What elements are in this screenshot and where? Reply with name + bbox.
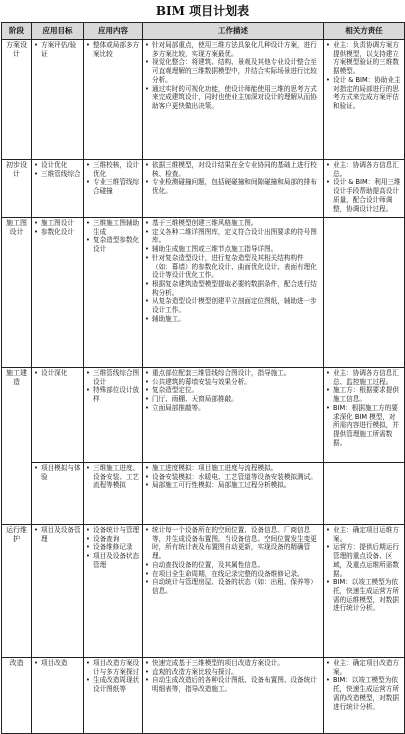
duty-item: • 施工方：根据要求提供施工信息。	[326, 386, 402, 403]
content-item: • 特殊部位设计放样	[86, 386, 140, 403]
content-cell	[84, 40, 143, 160]
duty-cell	[324, 218, 405, 368]
description-item: • 自动生成改造后的各种设计图纸、设备布置图、设备统计明细表等，指导改造施工。	[145, 676, 321, 693]
duty-item: • 运营方：提供后期运行管理的重点设备、区域，及重点运维所需数据。	[326, 543, 402, 578]
duty-cell	[324, 463, 405, 525]
duty-item: • 业主：协调各方信息汇总、监控施工过程。	[326, 369, 402, 386]
goal-cell	[32, 368, 84, 463]
stage-cell: 施工图设计	[2, 218, 32, 368]
content-item: • 设备统计与管理	[86, 526, 140, 535]
duty-item: • 设计 & BIM：利用三维设计手段帮助提高设计质量，配合设计师调整，协调设计过程。	[326, 178, 402, 213]
content-item: • 复杂造型参数化设计	[86, 236, 140, 253]
description-cell	[143, 368, 324, 463]
content-item: • 项目改造方案设计与多方案探讨	[86, 659, 140, 676]
duty-item: • BIM：根据施工方的要求深化 BIM 模型，对所需内容进行模拟，并提供管理施工所需数据。	[326, 404, 402, 448]
description-item: • 复杂造型定位。	[145, 386, 321, 395]
content-item: • 整体或局部多方案比较	[86, 41, 140, 58]
description-item: • 针对复杂造型设计，进行复杂造型及其相关结构构件（如：幕墙）的参数化设计、曲面优化设计、表面有理化设计等设计优化工作。	[145, 254, 321, 280]
description-item: • 直观的改造方案比较与探讨。	[145, 668, 321, 677]
goal-item: • 设计深化	[34, 369, 81, 378]
description-item: • 针对局部重点，使用三维方法具象化几种设计方案，进行多方案比较，实现方案最优。	[145, 41, 321, 58]
duty-cell	[324, 40, 405, 160]
description-item: • 门厅、雨棚、天窗局部推敲。	[145, 395, 321, 404]
header-row	[2, 23, 405, 40]
duty-cell	[324, 525, 405, 658]
table-row	[2, 218, 405, 368]
content-item: • 专业三维管线综合碰撞	[86, 178, 140, 195]
goal-item: • 三维管线综合	[34, 170, 81, 179]
stage-cell: 改造	[2, 658, 32, 734]
goal-item: • 参数化设计	[34, 228, 81, 237]
goal-cell	[32, 40, 84, 160]
goal-cell	[32, 218, 84, 368]
duty-cell	[324, 160, 405, 218]
content-item: • 三维施工进度、设备安装、工艺流程等模拟	[86, 464, 140, 490]
stage-cell: 运行维护	[2, 525, 32, 658]
content-item: • 项目及设备状态管理	[86, 552, 140, 569]
description-cell	[143, 463, 324, 525]
header-stage: 阶段	[2, 23, 32, 40]
header-content: 应用内容	[84, 23, 143, 40]
content-item: • 三维管线综合图设计	[86, 369, 140, 386]
table-row	[2, 160, 405, 218]
goal-item: • 设计优化	[34, 161, 81, 170]
header-duty: 相关方责任	[324, 23, 405, 40]
duty-item: • 业主：协调各方信息汇总。	[326, 161, 402, 178]
description-item: • 重点部位配套三维管线综合图设计，指导施工。	[145, 369, 321, 378]
table-row	[2, 463, 405, 525]
goal-item: • 方案评估/验证	[34, 41, 81, 58]
description-item: • 公共建筑的幕墙安装与效果分析。	[145, 378, 321, 387]
content-cell	[84, 368, 143, 463]
duty-item: • BIM：以竣工模型为依托，快速生成运营方所需的运维模型，对数据进行统计分析。	[326, 578, 402, 613]
content-cell	[84, 658, 143, 734]
description-cell	[143, 525, 324, 658]
description-item: • 从复杂造型设计模型创建平立剖面定位图纸，辅助进一步设计工作。	[145, 297, 321, 314]
table-body	[2, 40, 405, 734]
description-item: • 局部施工可行性模拟：局部施工过程分析模拟。	[145, 481, 321, 490]
content-cell	[84, 525, 143, 658]
content-cell	[84, 160, 143, 218]
description-item: • 辅助施工。	[145, 315, 321, 324]
goal-item: • 施工图设计	[34, 219, 81, 228]
content-cell	[84, 218, 143, 368]
description-item: • 自动统计与管理房屋、设备的状态（如：出租、保养等）信息。	[145, 578, 321, 595]
duty-item: • 设计 & BIM：协助业主对指定的局部进行的思考方式来完成方案评估和验证。	[326, 76, 402, 111]
description-item: • 通过实时的可视化功能，使设计师能使用三维的思考方式来完成建筑设计，同时也使业主加深对设计的理解从而协助客户更快做出决策。	[145, 85, 321, 111]
description-item: • 依据三维模型，对设计结果在全专业协同的基础上进行校核、检查。	[145, 161, 321, 178]
description-item: • 根据复杂建筑造型模型提取必要的数据条件，配合进行结构分析。	[145, 280, 321, 297]
stage-cell: 初步设计	[2, 160, 32, 218]
table-row	[2, 40, 405, 160]
description-cell	[143, 218, 324, 368]
description-cell	[143, 658, 324, 734]
content-item: • 三维校核，设计优化	[86, 161, 140, 178]
content-item: • 三维施工图辅助生成	[86, 219, 140, 236]
bim-plan-table	[1, 22, 405, 734]
description-item: • 辅助生成施工图或三维节点施工指导详图。	[145, 245, 321, 254]
content-item: • 设备维修记录	[86, 543, 140, 552]
content-item: • 设备查询	[86, 535, 140, 544]
description-item: • 快速完成基于三维模型的项目改造方案设计。	[145, 659, 321, 668]
goal-cell	[32, 160, 84, 218]
description-item: • 在项目全生命周期，在线记录完整的设备维修记录。	[145, 570, 321, 579]
content-item: • 生成改造周现状设计图纸等	[86, 676, 140, 693]
goal-cell	[32, 525, 84, 658]
table-title: BIM 项目计划表	[155, 4, 250, 18]
duty-item: • 业主：确定项目改造方案。	[326, 659, 402, 676]
description-item: • 设备安装模拟：水暖电、工艺管道等设备安装模拟测试。	[145, 473, 321, 482]
duty-cell	[324, 368, 405, 463]
description-cell	[143, 40, 324, 160]
description-item: • 施工进度模拟：项目施工进度与流程模拟。	[145, 464, 321, 473]
duty-item: • 业主：确定项目运维方案。	[326, 526, 402, 543]
stage-cell: 方案设计	[2, 40, 32, 160]
description-item: • 视觉化整合：将建筑、结构、景观及其他专业设计整合至可直观理解的三维数据模型中，并结合实际场景进行比较分析。	[145, 58, 321, 84]
description-item: • 自动查找设备的位置，及其属性信息。	[145, 561, 321, 570]
duty-cell	[324, 658, 405, 734]
header-description: 工作描述	[143, 23, 324, 40]
goal-item: • 项目模拟与体验	[34, 464, 81, 481]
goal-cell	[32, 463, 84, 525]
description-item: • 统计每一个设备所在的空间位置、设备信息、厂商信息等，并生成设备布置图。当设备信息、空间位置发生变更时，所有统计表及布置图自动更新，实现设备的精确管理。	[145, 526, 321, 561]
stage-cell: 施工建造	[2, 368, 32, 525]
duty-item: • BIM：以竣工模型为依托，快速生成运营方所需的改造模型，对数据进行统计分析。	[326, 676, 402, 711]
goal-item: • 项目及设备管理	[34, 526, 81, 543]
table-row	[2, 368, 405, 463]
duty-item: • 业主：负责协调方案方提供模型，以支持建立方案模型验证的三维数据模型。	[326, 41, 402, 76]
description-item: • 专业检测碰撞问题，包括硬碰撞和间隙碰撞和局部的排布优化。	[145, 178, 321, 195]
goal-item: • 项目改造	[34, 659, 81, 668]
description-item: • 立面局部推敲等。	[145, 404, 321, 413]
table-row	[2, 658, 405, 734]
content-cell	[84, 463, 143, 525]
table-row	[2, 525, 405, 658]
goal-cell	[32, 658, 84, 734]
description-item: • 定义各种二维详图图库，定义符合设计出图要求的符号图库。	[145, 228, 321, 245]
header-goal: 应用目标	[32, 23, 84, 40]
description-cell	[143, 160, 324, 218]
description-item: • 基于三维模型创建三维风格施工图。	[145, 219, 321, 228]
